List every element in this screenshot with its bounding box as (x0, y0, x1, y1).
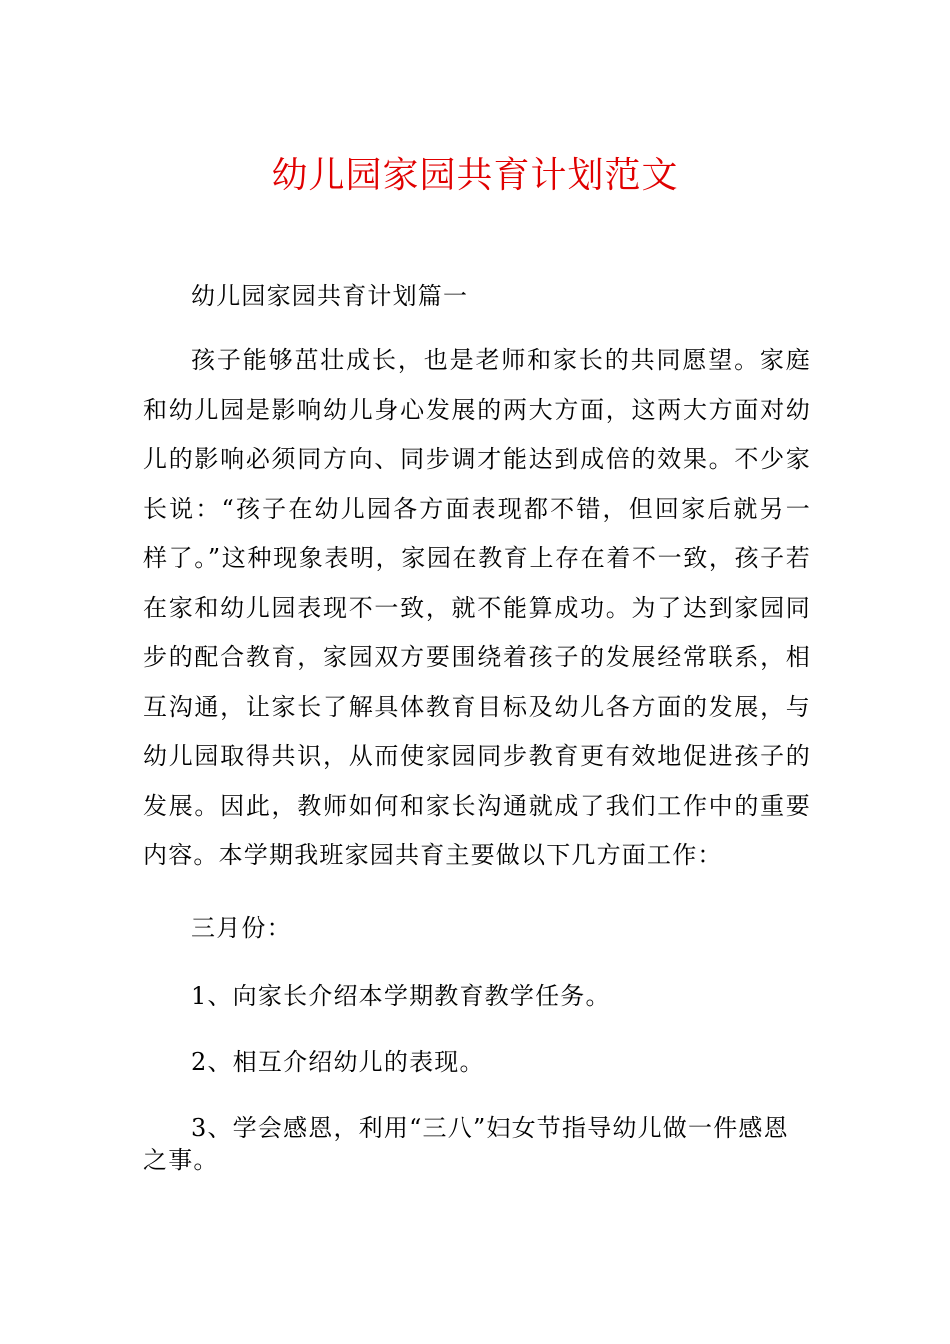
list-item: 3、学会感恩，利用“三八”妇女节指导幼儿做一件感恩之事。 (143, 1114, 789, 1174)
list-item: 2、相互介绍幼儿的表现。 (191, 1048, 485, 1076)
list-item: 1、向家长介绍本学期教育教学任务。 (191, 982, 611, 1010)
month-heading: 三月份： (191, 914, 292, 942)
section-heading: 幼儿园家园共育计划篇一 (191, 282, 469, 310)
intro-paragraph: 孩子能够茁壮成长，也是老师和家长的共同愿望。家庭和幼儿园是影响幼儿身心发展的两大方面，这两大方面对幼儿的影响必须同方向、同步调才能达到成倍的效果。不少家长说：“孩子在幼儿园各方面表现都不错，但回家后就另一样了。”这种现象表明，家园在教育上存在着不一致，孩子若在家和幼儿园表现不一致，就不能算成功。为了达到家园同步的配合教育，家园双方要围绕着孩子的发展经常联系，相互沟通，让家长了解具体教育目标及幼儿各方面的发展，与幼儿园取得共识，从而使家园同步教育更有效地促进孩子的发展。因此，教师如何和家长沟通就成了我们工作中的重要内容。本学期我班家园共育主要做以下几方面工作： (143, 346, 811, 869)
document-title: 幼儿园家园共育计划范文 (271, 155, 679, 196)
